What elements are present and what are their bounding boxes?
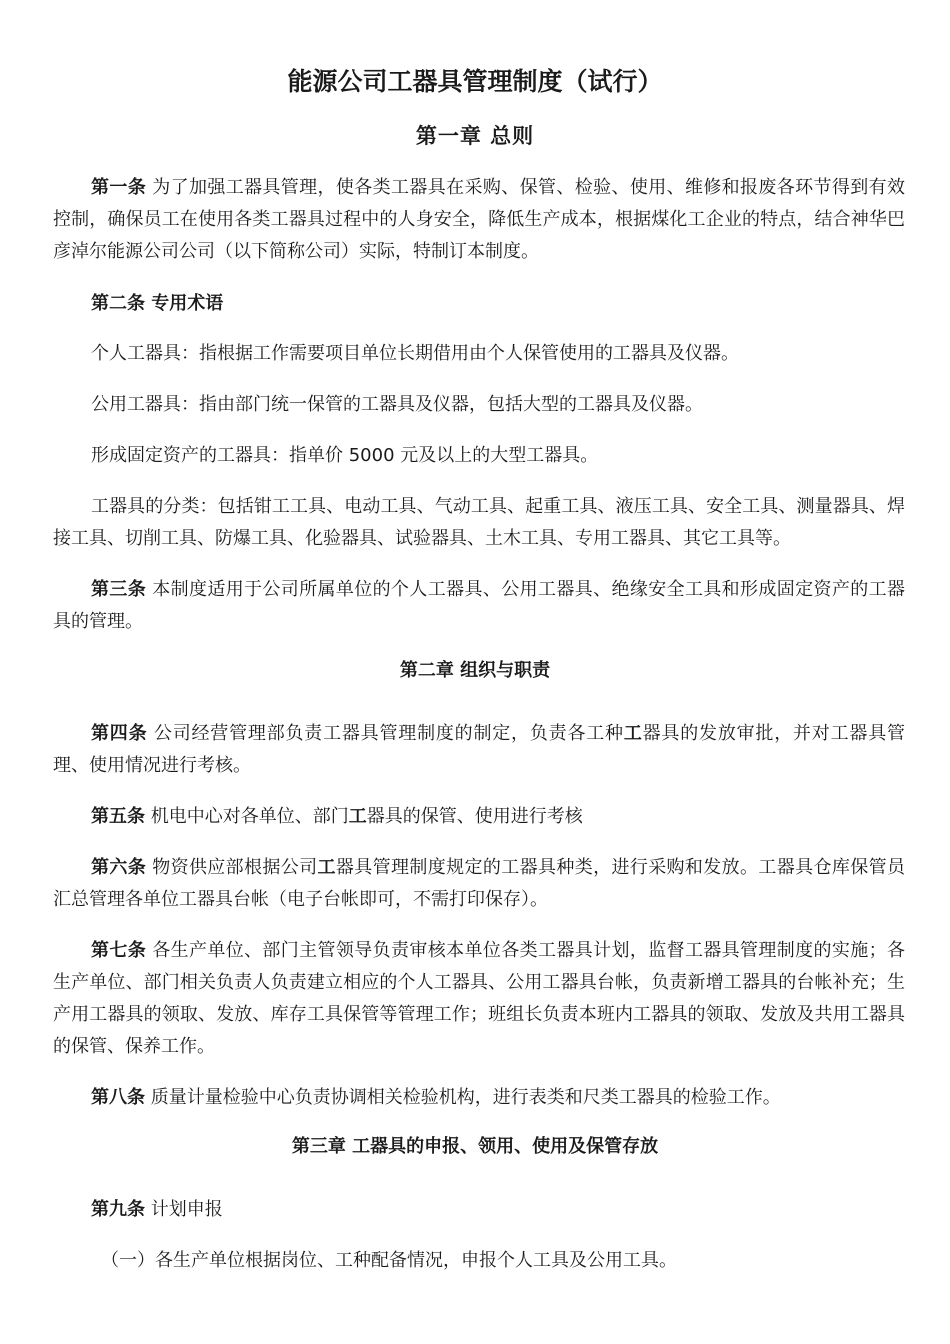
article-1 — [53, 172, 905, 268]
article-2-label: 第二条 — [91, 293, 145, 314]
article-4-text-pre: 公司经营管理部负责工器具管理制度的制定，负责各工种 — [147, 723, 624, 744]
article-1-label: 第一条 — [91, 177, 147, 198]
article-5 — [53, 801, 905, 833]
article-4 — [53, 718, 905, 782]
article-7-label: 第七条 — [91, 940, 147, 961]
article-9-item-1: （一）各生产单位根据岗位、工种配备情况，申报个人工具及公用工具。 — [101, 1250, 677, 1271]
article-9-label: 第九条 — [91, 1199, 145, 1220]
chapter-3-title: 第三章 工器具的申报、领用、使用及保管存放 — [291, 1136, 659, 1157]
article-6-highlight: 工 — [317, 857, 336, 878]
article-6 — [53, 852, 905, 916]
term-fixed-asset-tools: 形成固定资产的工器具：指单价 5000 元及以上的大型工器具。 — [91, 445, 599, 466]
article-4-label: 第四条 — [91, 723, 148, 744]
article-9 — [53, 1194, 905, 1226]
term-personal-tools: 个人工器具：指根据工作需要项目单位长期借用由个人保管使用的工器具及仪器。 — [91, 343, 739, 364]
article-5-text-pre: 机电中心对各单位、部门 — [145, 806, 349, 827]
article-6-text-pre: 物资供应部根据公司 — [146, 857, 318, 878]
article-7 — [53, 935, 905, 1063]
article-5-label: 第五条 — [91, 806, 145, 827]
term-tool-classification: 工器具的分类：包括钳工工具、电动工具、气动工具、起重工具、液压工具、安全工具、测量器具、焊接工具、切削工具、防爆工具、化验器具、试验器具、土木工具、专用工器具、其它工具等。 — [53, 496, 905, 549]
document-title: 能源公司工器具管理制度（试行） — [287, 67, 663, 96]
article-5-text-post: 器具的保管、使用进行考核 — [366, 806, 583, 827]
chapter-1-title: 第一章 总则 — [415, 124, 535, 148]
article-6-label: 第六条 — [91, 857, 147, 878]
article-6-text-post: 器具管理制度规定的工器具种类，进行采购和发放。工器具仓库保管员汇总管理各单位工器具台帐（电子台帐即可，不需打印保存）。 — [53, 857, 905, 910]
article-3-label: 第三条 — [91, 579, 147, 600]
article-5-highlight: 工 — [348, 806, 367, 827]
article-7-text: 各生产单位、部门主管领导负责审核本单位各类工器具计划，监督工器具管理制度的实施；各生产单位、部门相关负责人负责建立相应的个人工器具、公用工器具台帐，负责新增工器具的台帐补充；生产用工器具的领取、发放、库存工具保管等管理工作；班组长负责本班内工器具的领取、发放及共用工器具的保管、保养工作。 — [53, 940, 906, 1057]
article-3-text: 本制度适用于公司所属单位的个人工器具、公用工器具、绝缘安全工具和形成固定资产的工器具的管理。 — [53, 579, 906, 632]
article-2-text: 专用术语 — [145, 293, 224, 314]
term-public-tools: 公用工器具：指由部门统一保管的工器具及仪器，包括大型的工器具及仪器。 — [91, 394, 703, 415]
chapter-2-title: 第二章 组织与职责 — [399, 660, 551, 681]
article-4-text-post: 器具的发放审批，并对工器具管理、使用情况进行考核。 — [53, 723, 905, 776]
article-2 — [53, 288, 905, 320]
article-3 — [53, 574, 905, 638]
article-1-text: 为了加强工器具管理，使各类工器具在采购、保管、检验、使用、维修和报废各环节得到有效控制，确保员工在使用各类工器具过程中的人身安全，降低生产成本，根据煤化工企业的特点，结合神华巴彦淖尔能源公司公司（以下简称公司）实际，特制订本制度。 — [53, 177, 906, 262]
article-8 — [53, 1082, 905, 1114]
article-4-highlight: 工 — [623, 723, 643, 744]
article-9-text: 计划申报 — [145, 1199, 223, 1220]
article-8-label: 第八条 — [91, 1087, 145, 1108]
article-8-text: 质量计量检验中心负责协调相关检验机构，进行表类和尺类工器具的检验工作。 — [145, 1087, 781, 1108]
